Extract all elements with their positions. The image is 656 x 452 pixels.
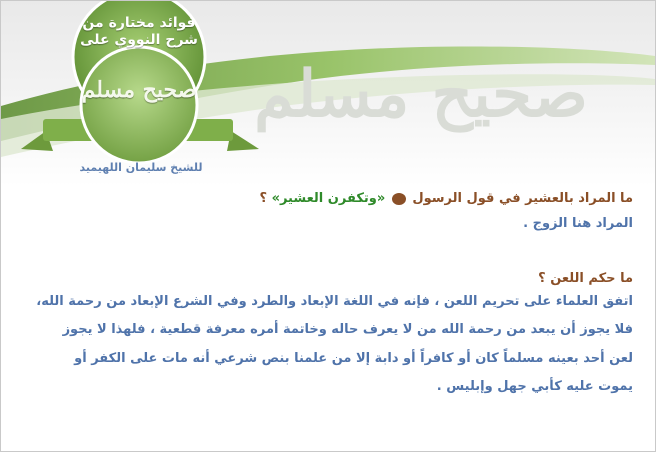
question-1: [1, 191, 641, 206]
question-2: ما حكم اللعن ؟: [538, 270, 633, 286]
salawat-icon: [392, 193, 406, 205]
badge-title: فوائد مختارة من شرح النووي على: [80, 15, 198, 48]
header-banner: [1, 1, 655, 186]
answer-2-line: فلا يجوز أن يبعد من رحمة الله من لا يعرف حاله وخاتمة أمره معرفة قطعية ، فلهذا لا يجوز: [62, 322, 633, 337]
author-name: للشيخ سليمان اللهيميد: [79, 161, 203, 174]
question-1-quote: «وتكفرن العشير»: [271, 191, 386, 206]
answer-2: [1, 288, 641, 402]
content: [1, 189, 641, 402]
question-1-text: ما المراد بالعشير في قول الرسول: [412, 191, 633, 206]
answer-2-line: يموت عليه كأبي جهل وإبليس .: [436, 379, 633, 394]
watermark-text: صحيح مسلم: [254, 57, 588, 132]
question-1-mark: ؟: [259, 191, 268, 206]
answer-2-line: اتفق العلماء على تحريم اللعن ، فإنه في اللغة الإبعاد والطرد وفي الشرع الإبعاد من رحمة الله،: [36, 293, 633, 309]
answer-1: المراد هنا الزوج .: [523, 216, 633, 231]
seal-logo-text: صحيح مسلم: [81, 77, 197, 103]
answer-2-line: لعن أحد بعينه مسلماً كان أو كافراً أو دابة إلا من علمنا بنص شرعي أنه مات على الكفر أو: [74, 350, 633, 366]
